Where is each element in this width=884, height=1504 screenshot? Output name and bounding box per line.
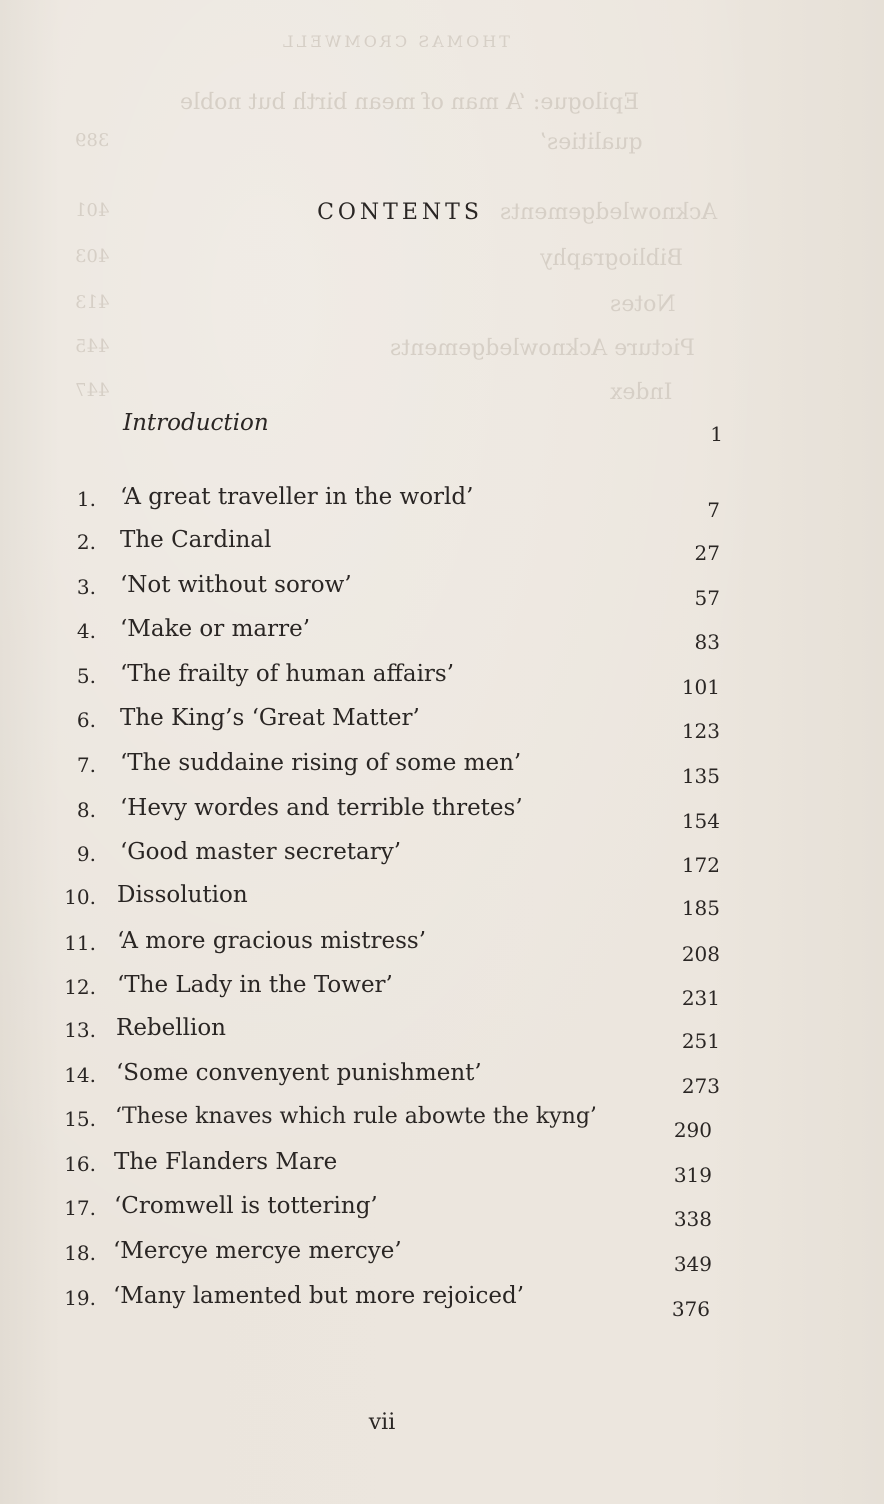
chapter-number: 19. <box>64 1286 96 1310</box>
chapter-title: ‘Hevy wordes and terrible thretes’ <box>120 795 523 821</box>
chapter-page-number: 251 <box>681 1029 720 1053</box>
chapter-title: ‘Mercye mercye mercye’ <box>113 1238 402 1264</box>
chapter-entry <box>0 1060 884 1100</box>
chapter-title: ‘A more gracious mistress’ <box>117 928 427 954</box>
chapter-number: 15. <box>64 1107 96 1131</box>
chapter-entry <box>0 795 884 835</box>
chapter-number: 5. <box>76 664 96 688</box>
bleed-through-decoration: Picture Acknowledgements <box>390 336 695 361</box>
bleed-through-decoration: Acknowledgements <box>500 200 718 225</box>
chapter-number: 14. <box>64 1063 96 1087</box>
chapter-entry <box>0 972 884 1012</box>
chapter-page-number: 273 <box>681 1074 720 1098</box>
bleed-through-decoration: qualities’ <box>540 130 643 155</box>
chapter-entry <box>0 1283 884 1323</box>
chapter-entry <box>0 527 884 567</box>
bleed-through-decoration: Bibliography <box>540 246 683 271</box>
chapter-title: ‘These knaves which rule abowte the kyng’ <box>115 1104 597 1129</box>
chapter-page-number: 208 <box>681 942 720 966</box>
bleed-through-decoration: Index <box>610 380 673 405</box>
chapter-title: ‘The frailty of human affairs’ <box>120 661 455 687</box>
bleed-through-decoration: Notes <box>610 292 676 317</box>
chapter-page-number: 101 <box>681 675 720 699</box>
chapter-title: ‘Many lamented but more rejoiced’ <box>113 1283 525 1309</box>
chapter-title: ‘Not without sorow’ <box>120 572 352 598</box>
chapter-title: ‘The Lady in the Tower’ <box>117 972 393 998</box>
chapter-entry <box>0 616 884 656</box>
chapter-entry <box>0 1015 884 1055</box>
page-folio: vii <box>368 1410 396 1435</box>
chapter-entry <box>0 882 884 922</box>
chapter-entry <box>0 1193 884 1233</box>
bleed-through-decoration: 447 <box>75 380 110 401</box>
introduction-page-number: 1 <box>710 422 723 446</box>
chapter-title: ‘The suddaine rising of some men’ <box>120 750 522 776</box>
chapter-page-number: 349 <box>673 1252 712 1276</box>
chapter-entry <box>0 839 884 879</box>
chapter-title: ‘Make or marre’ <box>120 616 311 642</box>
chapter-title: ‘A great traveller in the world’ <box>120 484 474 510</box>
bleed-through-decoration: THOMAS CROMWELL <box>280 32 510 51</box>
bleed-through-decoration: Epilogue: ‘A man of mean birth but noble <box>180 90 640 115</box>
bleed-through-decoration: 445 <box>75 336 110 357</box>
chapter-page-number: 319 <box>673 1163 712 1187</box>
chapter-entry <box>0 572 884 612</box>
chapter-title: The Flanders Mare <box>114 1149 338 1175</box>
chapter-page-number: 185 <box>681 896 720 920</box>
bleed-through-decoration: 413 <box>75 292 110 313</box>
chapter-number: 18. <box>64 1241 96 1265</box>
chapter-number: 8. <box>76 798 96 822</box>
bleed-through-decoration: 401 <box>75 200 110 221</box>
chapter-number: 16. <box>64 1152 96 1176</box>
chapter-title: The King’s ‘Great Matter’ <box>120 705 420 731</box>
chapter-title: The Cardinal <box>120 527 272 553</box>
chapter-entry <box>0 1149 884 1189</box>
chapter-page-number: 376 <box>671 1297 710 1321</box>
chapter-page-number: 135 <box>681 764 720 788</box>
chapter-page-number: 154 <box>681 809 720 833</box>
chapter-entry <box>0 928 884 968</box>
chapter-page-number: 27 <box>694 541 720 565</box>
chapter-number: 7. <box>76 753 96 777</box>
chapter-title: ‘Some convenyent punishment’ <box>116 1060 482 1086</box>
chapter-title: Rebellion <box>116 1015 226 1041</box>
chapter-page-number: 57 <box>694 586 720 610</box>
chapter-entry <box>0 1238 884 1278</box>
chapter-page-number: 172 <box>681 853 720 877</box>
chapter-page-number: 7 <box>707 498 720 522</box>
chapter-number: 9. <box>76 842 96 866</box>
chapter-title: ‘Good master secretary’ <box>120 839 402 865</box>
chapter-page-number: 338 <box>673 1207 712 1231</box>
chapter-entry <box>0 750 884 790</box>
chapter-number: 1. <box>76 487 96 511</box>
chapter-number: 4. <box>76 619 96 643</box>
chapter-page-number: 83 <box>694 630 720 654</box>
bleed-through-decoration: 389 <box>75 130 110 151</box>
chapter-number: 3. <box>76 575 96 599</box>
chapter-number: 17. <box>64 1196 96 1220</box>
chapter-page-number: 123 <box>681 719 720 743</box>
chapter-entry <box>0 661 884 701</box>
chapter-entry <box>0 1104 884 1144</box>
chapter-number: 12. <box>64 975 96 999</box>
bleed-through-decoration: 403 <box>75 246 110 267</box>
chapter-entry <box>0 705 884 745</box>
chapter-title: ‘Cromwell is tottering’ <box>114 1193 378 1219</box>
chapter-title: Dissolution <box>117 882 248 908</box>
chapter-number: 2. <box>76 530 96 554</box>
chapter-entry <box>0 484 884 524</box>
chapter-number: 11. <box>64 931 96 955</box>
chapter-number: 10. <box>64 885 96 909</box>
introduction-title: Introduction <box>123 410 269 436</box>
chapter-page-number: 231 <box>681 986 720 1010</box>
contents-heading: CONTENTS <box>317 200 483 225</box>
chapter-number: 6. <box>76 708 96 732</box>
chapter-number: 13. <box>64 1018 96 1042</box>
chapter-page-number: 290 <box>673 1118 712 1142</box>
